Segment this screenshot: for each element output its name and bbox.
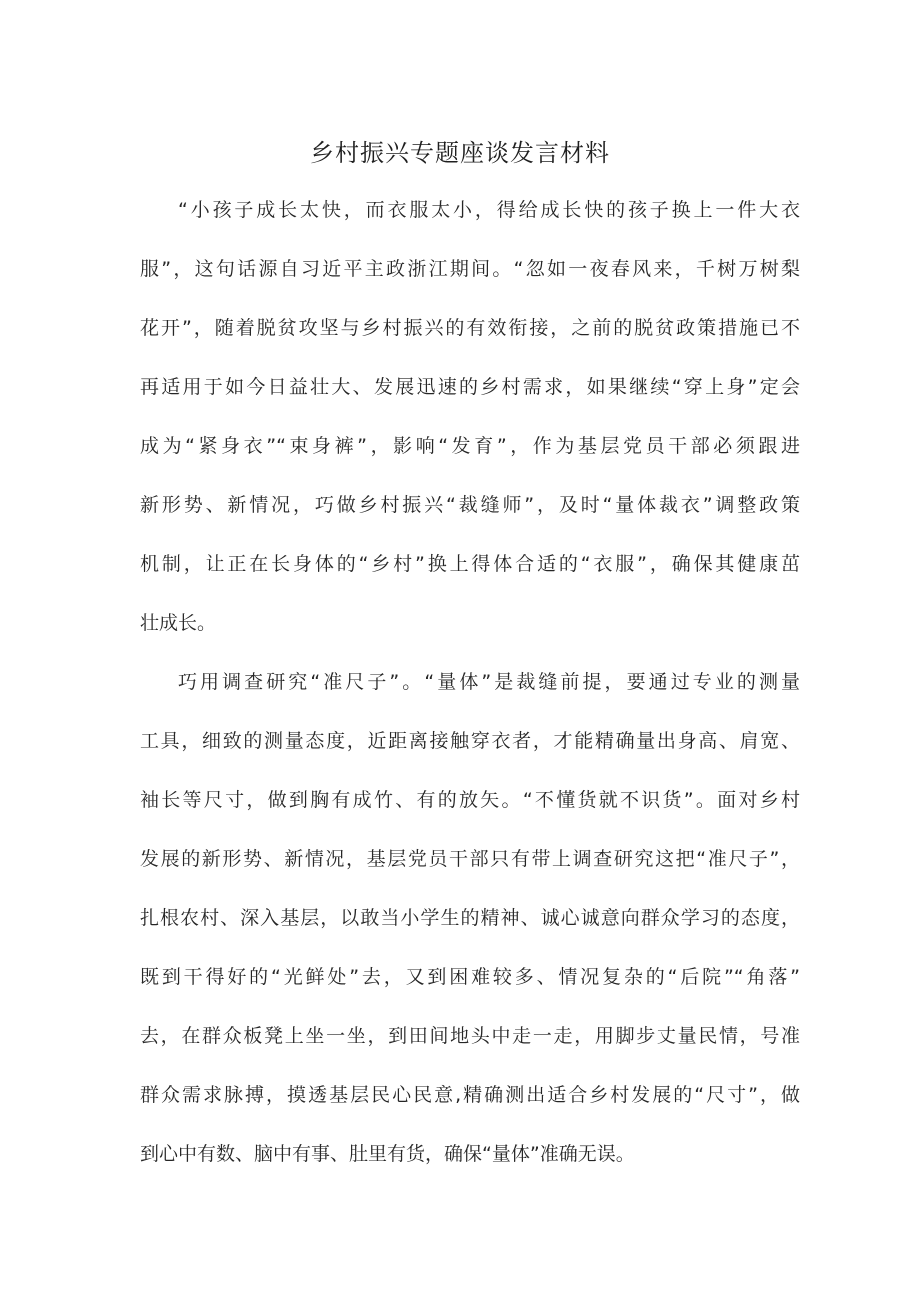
paragraph-line: 服”，这句话源自习近平主政浙江期间。“忽如一夜春风来，千树万树梨 [140,258,800,280]
paragraph-line: 花开”，随着脱贫攻坚与乡村振兴的有效衔接，之前的脱贫政策措施已不 [140,317,800,339]
document-title: 乡村振兴专题座谈发言材料 [310,139,610,167]
paragraph-line: 去，在群众板凳上坐一坐，到田间地头中走一走，用脚步丈量民情，号准 [140,1025,800,1047]
paragraph-line: 壮成长。 [140,612,217,634]
paragraph-line: 工具，细致的测量态度，近距离接触穿衣者，才能精确量出身高、肩宽、 [140,730,800,752]
paragraph-line: 巧用调查研究“准尺子”。“量体”是裁缝前提，要通过专业的测量 [178,671,800,693]
paragraph-line: 扎根农村、深入基层，以敢当小学生的精神、诚心诚意向群众学习的态度， [140,907,800,929]
paragraph-line: 机制，让正在长身体的“乡村”换上得体合适的“衣服”，确保其健康茁 [140,553,800,575]
paragraph-line: 发展的新形势、新情况，基层党员干部只有带上调查研究这把“准尺子”， [140,848,800,870]
paragraph-line: 新形势、新情况，巧做乡村振兴“裁缝师”，及时“量体裁衣”调整政策 [140,494,800,516]
paragraph-line: 袖长等尺寸，做到胸有成竹、有的放矢。“不懂货就不识货”。面对乡村 [140,789,800,811]
paragraph-line: 群众需求脉搏，摸透基层民心民意,精确测出适合乡村发展的“尺寸”，做 [140,1084,800,1106]
document-body [140,196,800,1169]
paragraph-line: 再适用于如今日益壮大、发展迅速的乡村需求，如果继续“穿上身”定会 [140,376,800,398]
paragraph-line: 既到干得好的“光鲜处”去，又到困难较多、情况复杂的“后院”“角落” [140,966,800,988]
paragraph-line: “小孩子成长太快，而衣服太小，得给成长快的孩子换上一件大衣 [178,199,800,221]
paragraph-1 [140,196,800,638]
paragraph-2 [140,668,800,1169]
paragraph-line: 到心中有数、脑中有事、肚里有货，确保“量体”准确无误。 [140,1143,635,1165]
paragraph-line: 成为“紧身衣”“束身裤”，影响“发育”，作为基层党员干部必须跟进 [140,435,800,457]
